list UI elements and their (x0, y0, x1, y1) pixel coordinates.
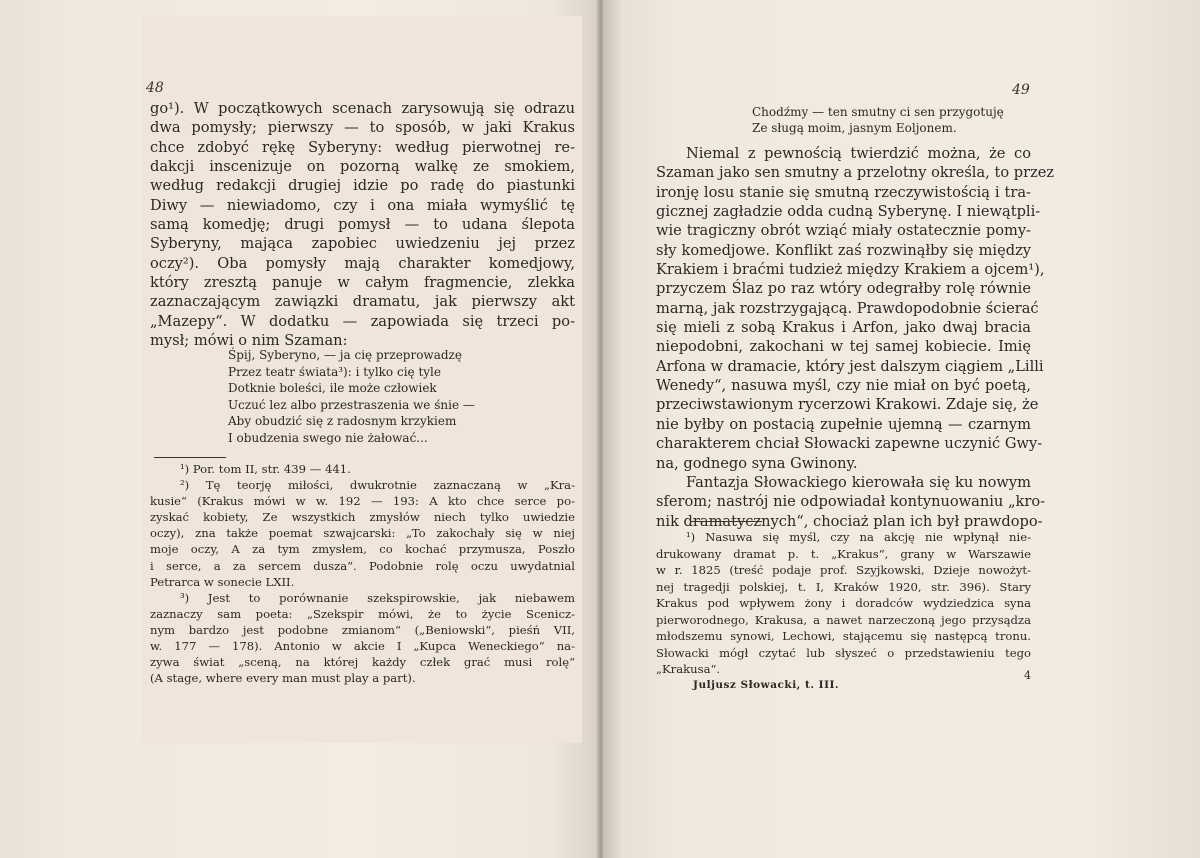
verse-line: I obudzenia swego nie żałować... (228, 430, 428, 445)
footnote-line: pierworodnego, Krakusa, a nawet narzeczoną jego przysądza (656, 612, 1031, 627)
body-line: według redakcji drugiej idzie po radę do piastunki (150, 177, 575, 195)
body-line: dwa pomysły; pierwszy — to sposób, w jaki Krakus (150, 119, 575, 137)
footnote-line: „Krakusa“. (656, 662, 721, 676)
body-line: się mieli z sobą Krakus i Arfon, jako dwaj bracia (656, 319, 1031, 337)
footnote-line: Petrarca w sonecie LXII. (150, 574, 295, 589)
body-line: na, godnego syna Gwinony. (656, 454, 858, 472)
footnote-line: w r. 1825 (treść podaje prof. Szyjkowski, Dzieje nowożyt- (656, 563, 1031, 577)
footnote-line: w. 177 — 178). Antonio w akcie I „Kupca Weneckiego“ na- (150, 639, 575, 654)
footnote-line: nym bardzo jest podobne zmianom“ („Beniowski“, pieśń VII, (150, 622, 575, 637)
body-line: Syberyny, mająca zapobiec uwiedzeniu jej przez (150, 235, 575, 253)
body-line: sferom; nastrój nie odpowiadał kontynuowaniu „kro- (656, 493, 1046, 511)
body-line: sły komedjowe. Konflikt zaś rozwinąłby się między (656, 241, 1031, 259)
left-page-number: 48 (146, 80, 164, 96)
footnote-line: i serce, a za sercem dusza“. Podobnie rolę oczu uwydatnial (150, 558, 575, 573)
printer-signature: Juljusz Słowacki, t. III. (693, 679, 840, 691)
body-line: gicznej zagładzie odda cudną Syberynę. I niewątpli- (656, 203, 1041, 221)
footnote-line: zyskać kobiety, Ze wszystkich zmysłów niech tylko uwiedzie (150, 510, 575, 525)
left-body-text (150, 99, 575, 350)
right-epigraph (752, 104, 1004, 137)
body-line: Wenedy“, nasuwa myśl, czy nie miał on być poetą, (656, 377, 1031, 395)
left-footnotes (150, 461, 575, 686)
body-line: chce zdobyć rękę Syberyny: według pierwotnej re- (150, 138, 575, 156)
footnote-line: (A stage, where every man must play a part). (150, 671, 416, 686)
body-line: marną, jak rozstrzygającą. Prawdopodobnie ścierać (656, 299, 1039, 317)
right-page-number: 49 (1012, 82, 1030, 98)
footnote-line: nej tragedji polskiej, t. I, Kraków 1920, str. 396). Stary (656, 579, 1031, 594)
body-line: wie tragiczny obrót wziąć miały ostatecznie pomy- (656, 222, 1031, 240)
left-verse-quote (228, 347, 475, 447)
body-line: „Mazepy“. W dodatku — zapowiada się trzeci po- (150, 312, 575, 330)
verse-line: Aby obudzić się z radosnym krzykiem (228, 414, 457, 429)
footnote-line: zywa świat „sceną, na której każdy człek grać musi rolę“ (150, 655, 575, 670)
body-line: charakterem chciał Słowacki zapewne uczynić Gwy- (656, 435, 1043, 453)
right-footnote-rule (690, 521, 762, 522)
footnote-line: kusie“ (Krakus mówi w w. 192 — 193: A kto chce serce po- (150, 494, 575, 509)
footnote-line: Krakus pod wpływem żony i doradców wydziedzica syna (656, 596, 1031, 610)
body-line: Diwy — niewiadomo, czy i ona miała wymyślić tę (150, 196, 575, 214)
right-body-text (656, 144, 1055, 531)
footnote-line: ¹) Por. tom II, str. 439 — 441. (180, 462, 351, 476)
verse-line: Uczuć lez albo przestraszenia we śnie — (228, 397, 475, 412)
footnote-line: Słowacki mógł czytać lub słyszeć o przedstawieniu tego (656, 645, 1031, 660)
body-line: Szaman jako sen smutny a przelotny określa, to przez (656, 164, 1055, 182)
body-line: przyczem Ślaz po raz wtóry odegrałby rolę równie (656, 280, 1031, 298)
body-line: dakcji inscenizuje on pozorną walkę ze smokiem, (150, 158, 575, 176)
body-line: Krakiem i braćmi tudzież między Krakiem a ojcem¹), (656, 261, 1045, 279)
body-line: niepodobni, zakochani w tej samej kobiecie. Imię (656, 338, 1031, 356)
verse-line: Przez teatr świata³): i tylko cię tyle (228, 364, 441, 379)
left-footnote-rule (154, 457, 226, 458)
body-line: nik dramatycznych“, chociaż plan ich był prawdopo- (656, 512, 1043, 530)
verse-line: Dotknie boleści, ile może człowiek (228, 381, 437, 396)
body-line: nie byłby on postacią zupełnie ujemną — czarnym (656, 415, 1031, 433)
footnote-line: ¹) Nasuwa się myśl, czy na akcję nie wpłynął nie- (686, 530, 1031, 544)
footnote-line: moje oczy, A za tym zmysłem, co kochać przymusza, Poszło (150, 542, 575, 557)
footnote-line: zaznaczy sam poeta: „Szekspir mówi, że to życie Scenicz- (150, 606, 575, 621)
body-line: go¹). W początkowych scenach zarysowują się odrazu (150, 100, 575, 117)
body-line: który zresztą panuje w całym fragmencie, zlekka (150, 274, 575, 292)
body-line: Fantazja Słowackiego kierowała się ku nowym (686, 473, 1031, 491)
epigraph-line: Ze sługą moim, jasnym Eoljonem. (752, 121, 957, 136)
footnote-line: ³) Jest to porównanie szekspirowskie, jak niebawem (180, 590, 575, 605)
sheet-number: 4 (1024, 669, 1031, 682)
body-line: oczy²). Oba pomysły mają charakter komedjowy, (150, 254, 575, 272)
body-line: samą komedję; drugi pomysł — to udana ślepota (150, 216, 575, 234)
footnote-line: oczy), zna także poemat szwajcarski: „To zakochały się w niej (150, 526, 575, 541)
body-line: przeciwstawionym rycerzowi Krakowi. Zdaje się, że (656, 396, 1039, 414)
footnote-line: młodszemu synowi, Lechowi, stającemu się następcą tronu. (656, 629, 1031, 643)
verse-line: Śpij, Syberyno, — ja cię przeprowadzę (228, 348, 462, 362)
body-line: Arfona w dramacie, który jest dalszym ciągiem „Lilli (656, 357, 1044, 375)
body-line: Niemal z pewnością twierdzić można, że co (686, 145, 1031, 162)
body-line: ironję losu stanie się smutną rzeczywistością i tra- (656, 183, 1031, 201)
footnote-line: drukowany dramat p. t. „Krakus“, grany w Warszawie (656, 546, 1031, 561)
body-line: zaznaczającym zawiązki dramatu, jak pierwszy akt (150, 293, 575, 311)
epigraph-line: Chodźmy — ten smutny ci sen przygotuję (752, 105, 1004, 119)
right-footnotes (656, 529, 1031, 678)
footnote-line: ²) Tę teorję miłości, dwukrotnie zaznaczaną w „Kra- (180, 478, 575, 493)
body-line: mysł; mówi o nim Szaman: (150, 332, 348, 350)
